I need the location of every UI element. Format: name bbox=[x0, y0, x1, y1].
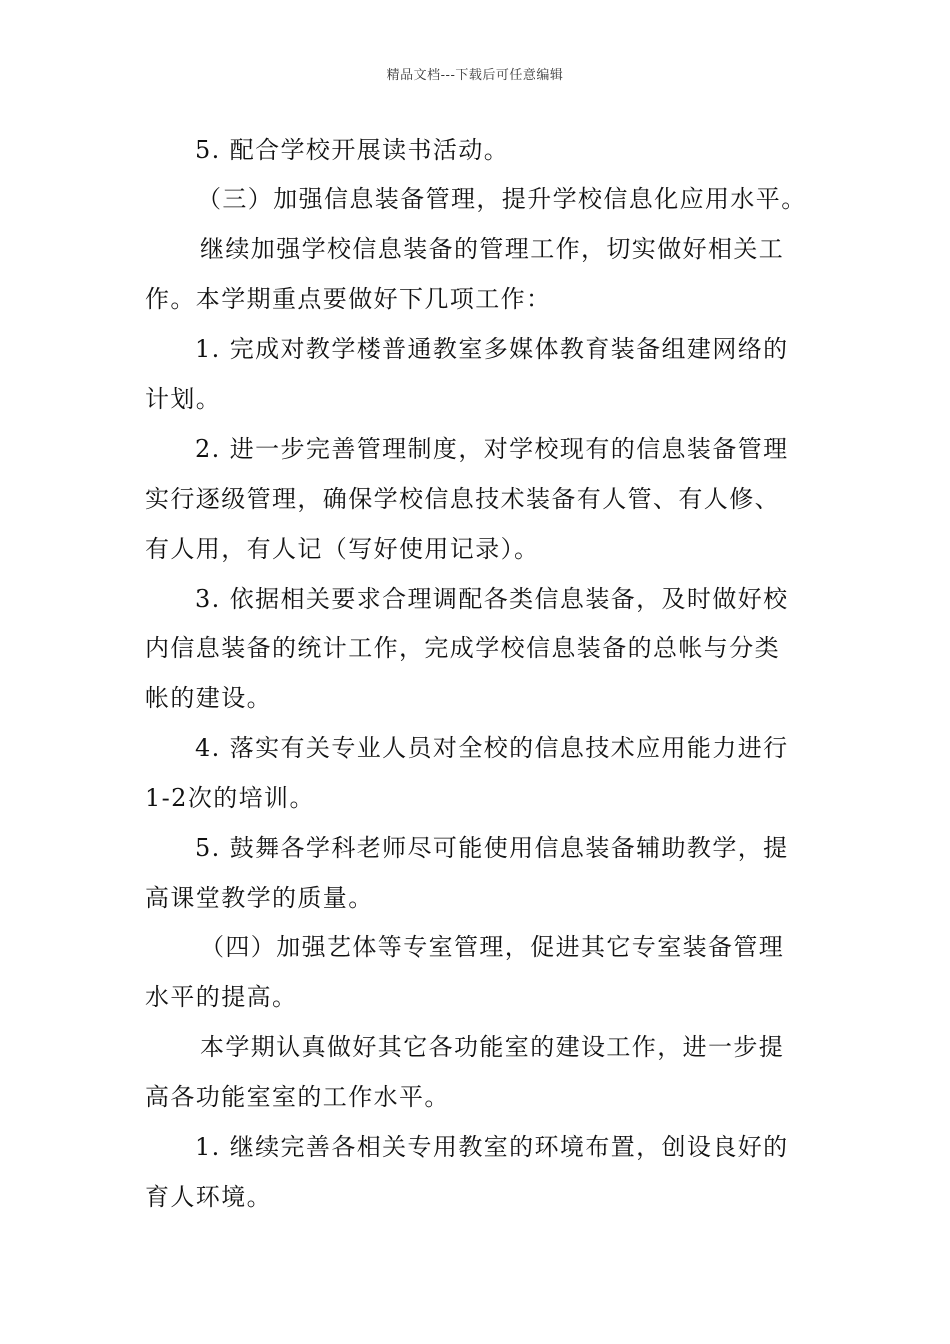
text-line: 5. 鼓舞各学科老师尽可能使用信息装备辅助教学，提 bbox=[195, 834, 789, 862]
text-line: 有人用，有人记（写好使用记录）。 bbox=[145, 535, 540, 563]
text-line: 2. 进一步完善管理制度，对学校现有的信息装备管理 bbox=[195, 435, 789, 463]
text-line: 育人环境。 bbox=[145, 1183, 272, 1211]
text-line: 本学期认真做好其它各功能室的建设工作，进一步提 bbox=[200, 1033, 785, 1061]
text-line: 水平的提高。 bbox=[145, 983, 298, 1011]
text-line: 实行逐级管理，确保学校信息技术装备有人管、有人修、 bbox=[145, 485, 780, 513]
text-line: （四）加强艺体等专室管理，促进其它专室装备管理 bbox=[200, 933, 785, 961]
text-line: 帐的建设。 bbox=[145, 684, 272, 712]
text-line: 作。本学期重点要做好下几项工作： bbox=[145, 285, 552, 313]
text-line: 1. 完成对教学楼普通教室多媒体教育装备组建网络的 bbox=[195, 335, 789, 363]
text-line: 内信息装备的统计工作，完成学校信息装备的总帐与分类 bbox=[145, 634, 780, 662]
page-header: 精品文档---下载后可任意编辑 bbox=[386, 68, 564, 83]
text-line: 计划。 bbox=[145, 385, 222, 413]
text-line: 高课堂教学的质量。 bbox=[145, 884, 374, 912]
text-line: 5. 配合学校开展读书活动。 bbox=[195, 136, 510, 164]
text-line: 继续加强学校信息装备的管理工作，切实做好相关工 bbox=[200, 235, 785, 263]
text-line: 4. 落实有关专业人员对全校的信息技术应用能力进行 bbox=[195, 734, 789, 762]
text-line: 1. 继续完善各相关专用教室的环境布置，创设良好的 bbox=[195, 1133, 789, 1161]
text-line: 3. 依据相关要求合理调配各类信息装备，及时做好校 bbox=[195, 585, 789, 613]
text-line: 1-2次的培训。 bbox=[145, 784, 315, 812]
text-line: （三）加强信息装备管理，提升学校信息化应用水平。 bbox=[197, 185, 807, 213]
text-line: 高各功能室室的工作水平。 bbox=[145, 1083, 450, 1111]
